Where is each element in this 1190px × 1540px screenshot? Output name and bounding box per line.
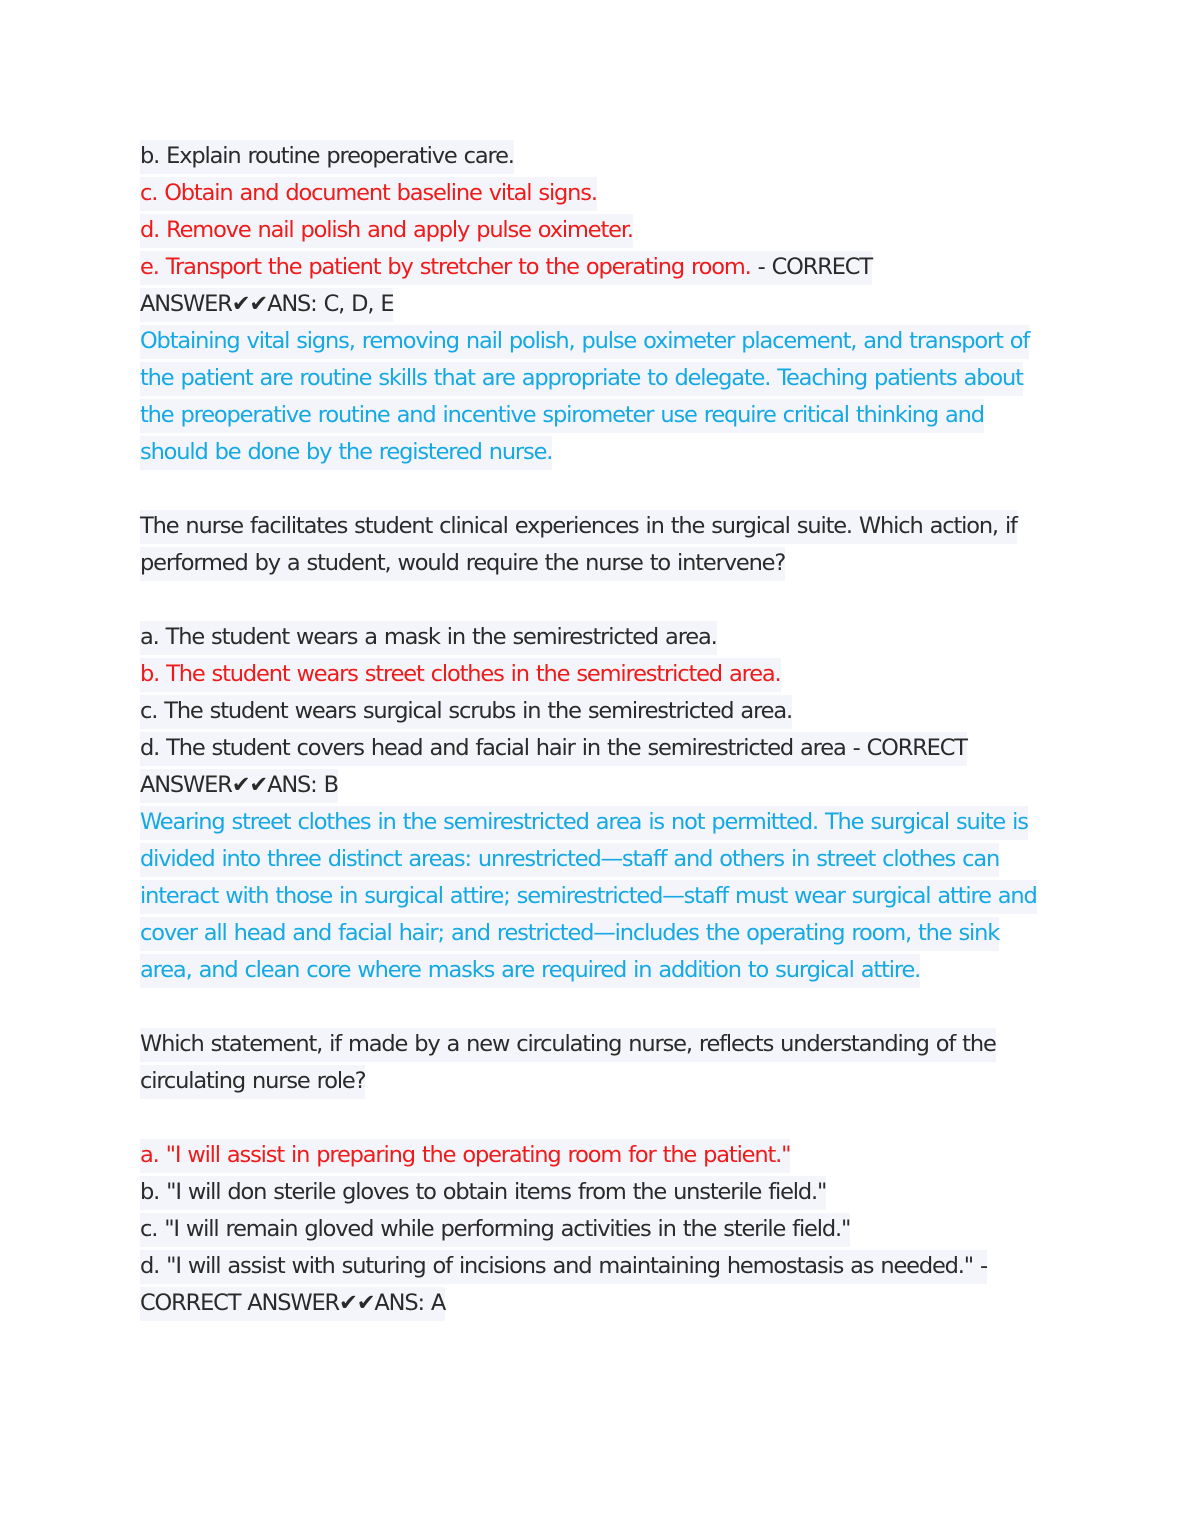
q3-question: [140, 1026, 1050, 1100]
spacer: [140, 471, 1050, 508]
q2-rationale: [140, 804, 1050, 989]
q3-option-d-text: d. "I will assist with suturing of incisions and maintaining hemostasis as needed." - CORRECT ANSWER✔✔ANS: A: [140, 1250, 987, 1321]
q1-correct-answer: - CORRECT ANSWER✔✔ANS: C, D, E: [140, 251, 872, 322]
q3-option-c: [140, 1211, 1050, 1248]
q3-option-d: [140, 1248, 1050, 1322]
q3-option-b: [140, 1174, 1050, 1211]
q3-option-c-text: c. "I will remain gloved while performing activities in the sterile field.": [140, 1213, 850, 1247]
q1-option-c-text: c. Obtain and document baseline vital signs.: [140, 177, 597, 211]
q2-question: [140, 508, 1050, 582]
q2-option-a: [140, 619, 1050, 656]
q3-option-a: [140, 1137, 1050, 1174]
q2-option-c-text: c. The student wears surgical scrubs in the semirestricted area.: [140, 695, 792, 729]
q1-option-d: [140, 212, 1050, 249]
q2-question-text: The nurse facilitates student clinical experiences in the surgical suite. Which action, if performed by a student, would require the nurse to intervene?: [140, 510, 1017, 581]
spacer: [140, 1100, 1050, 1137]
q3-option-b-text: b. "I will don sterile gloves to obtain items from the unsterile field.": [140, 1176, 826, 1210]
q1-option-d-text: d. Remove nail polish and apply pulse oximeter.: [140, 214, 633, 248]
spacer: [140, 989, 1050, 1026]
q1-option-b: [140, 138, 1050, 175]
document-page: [140, 138, 1050, 1322]
q1-rationale-text: Obtaining vital signs, removing nail polish, pulse oximeter placement, and transport of the patient are routine skills that are appropriate to delegate. Teaching patients about the preoperative routine and incentive spirometer use require critical thinking and should be done by the registered nurse.: [140, 325, 1029, 470]
q2-option-c: [140, 693, 1050, 730]
q1-option-b-text: b. Explain routine preoperative care.: [140, 140, 514, 174]
q1-option-e: [140, 249, 1050, 323]
q1-option-e-text: e. Transport the patient by stretcher to the operating room.: [140, 251, 751, 285]
spacer: [140, 582, 1050, 619]
q2-option-d: [140, 730, 1050, 804]
q3-question-text: Which statement, if made by a new circulating nurse, reflects understanding of the circulating nurse role?: [140, 1028, 996, 1099]
q1-rationale: [140, 323, 1050, 471]
q2-option-b-text: b. The student wears street clothes in the semirestricted area.: [140, 658, 781, 692]
q2-rationale-text: Wearing street clothes in the semirestricted area is not permitted. The surgical suite is divided into three distinct areas: unrestricted—staff and others in street clothes can interact with those in surgical attire; semirestricted—staff must wear surgical attire and cover all head and facial hair; and restricted—includes the operating room, the sink area, and clean core where masks are required in addition to surgical attire.: [140, 806, 1037, 988]
q2-option-b: [140, 656, 1050, 693]
q3-option-a-text: a. "I will assist in preparing the operating room for the patient.": [140, 1139, 790, 1173]
q1-option-c: [140, 175, 1050, 212]
q2-option-d-text: d. The student covers head and facial hair in the semirestricted area - CORRECT ANSWER✔✔ANS: B: [140, 732, 967, 803]
q2-option-a-text: a. The student wears a mask in the semirestricted area.: [140, 621, 717, 655]
